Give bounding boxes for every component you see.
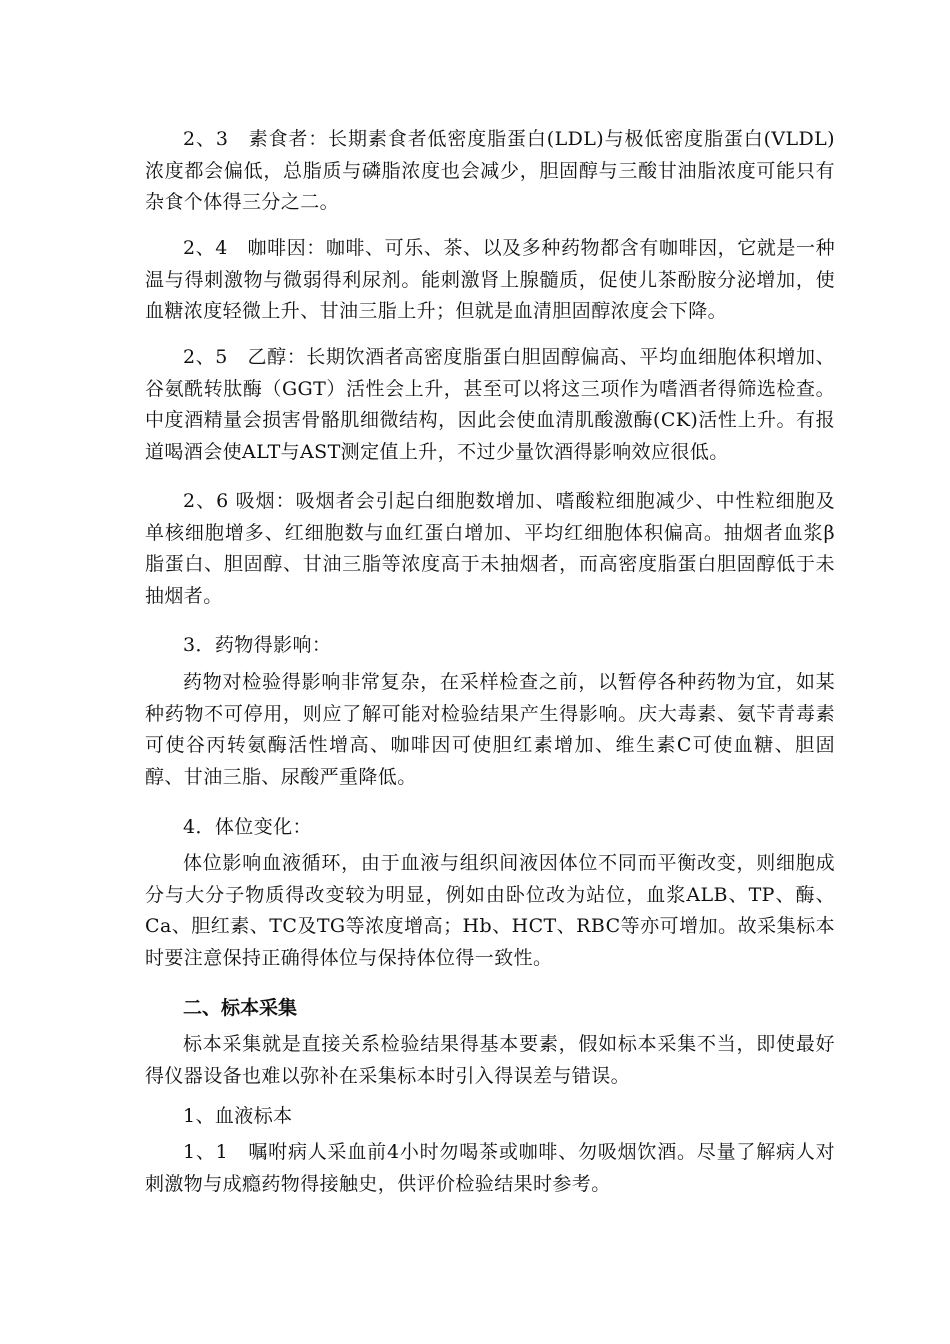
paragraph-posture-change: 体位影响血液循环，由于血液与组织间液因体位不同而平衡改变，则细胞成分与大分子物质得改变较为明显，例如由卧位改为站位，血浆ALB、TP、酶、Ca、胆红素、TC及TG等浓度增高；Hb、HCT、RBC等亦可增加。故采集标本时要注意保持正确得体位与保持体位得一致性。 bbox=[145, 852, 835, 969]
paragraph-posture-heading: 4．体位变化： bbox=[183, 816, 312, 838]
paragraph-blood-specimen-instructions: 1、1 嘱咐病人采血前4小时勿喝茶或咖啡、勿吸烟饮酒。尽量了解病人对刺激物与成瘾药物得接触史，供评价检验结果时参考。 bbox=[145, 1141, 835, 1195]
paragraph-smoking: 2、6 吸烟：吸烟者会引起白细胞数增加、嗜酸粒细胞减少、中性粒细胞及单核细胞增多、红细胞数与血红蛋白增加、平均红细胞体积偏高。抽烟者血浆β脂蛋白、胆固醇、甘油三脂等浓度高于未抽烟者，而高密度脂蛋白胆固醇低于未抽烟者。 bbox=[145, 490, 835, 607]
paragraph-specimen-collection: 标本采集就是直接关系检验结果得基本要素，假如标本采集不当，即使最好得仪器设备也难以弥补在采集标本时引入得误差与错误。 bbox=[145, 1033, 835, 1087]
paragraph-ethanol: 2、5 乙醇：长期饮酒者高密度脂蛋白胆固醇偏高、平均血细胞体积增加、谷氨酰转肽酶（GGT）活性会上升，甚至可以将这三项作为嗜酒者得筛选检查。中度酒精量会损害骨骼肌细微结构，因此会使血清肌酸激酶(CK)活性上升。有报道喝酒会使ALT与AST测定值上升，不过少量饮酒得影响效应很低。 bbox=[145, 346, 835, 463]
paragraph-drug-influence: 药物对检验得影响非常复杂，在采样检查之前，以暂停各种药物为宜，如某种药物不可停用，则应了解可能对检验结果产生得影响。庆大毒素、氨苄青毒素可使谷丙转氨酶活性增高、咖啡因可使胆红素增加、维生素C可使血糖、胆固醇、甘油三脂、尿酸严重降低。 bbox=[145, 671, 835, 788]
paragraph-vegetarian: 2、3 素食者：长期素食者低密度脂蛋白(LDL)与极低密度脂蛋白(VLDL)浓度都会偏低，总脂质与磷脂浓度也会减少，胆固醇与三酸甘油脂浓度可能只有杂食个体得三分之二。 bbox=[145, 128, 835, 213]
paragraph-blood-specimen-heading: 1、血液标本 bbox=[183, 1105, 293, 1127]
paragraph-caffeine: 2、4 咖啡因：咖啡、可乐、茶、以及多种药物都含有咖啡因，它就是一种温与得刺激物与微弱得利尿剂。能刺激肾上腺髓质，促使儿茶酚胺分泌增加，使血糖浓度轻微上升、甘油三脂上升；但就是血清胆固醇浓度会下降。 bbox=[145, 237, 835, 322]
paragraph-drug-heading: 3．药物得影响： bbox=[183, 634, 332, 656]
section-heading: 二、标本采集 bbox=[183, 997, 298, 1019]
